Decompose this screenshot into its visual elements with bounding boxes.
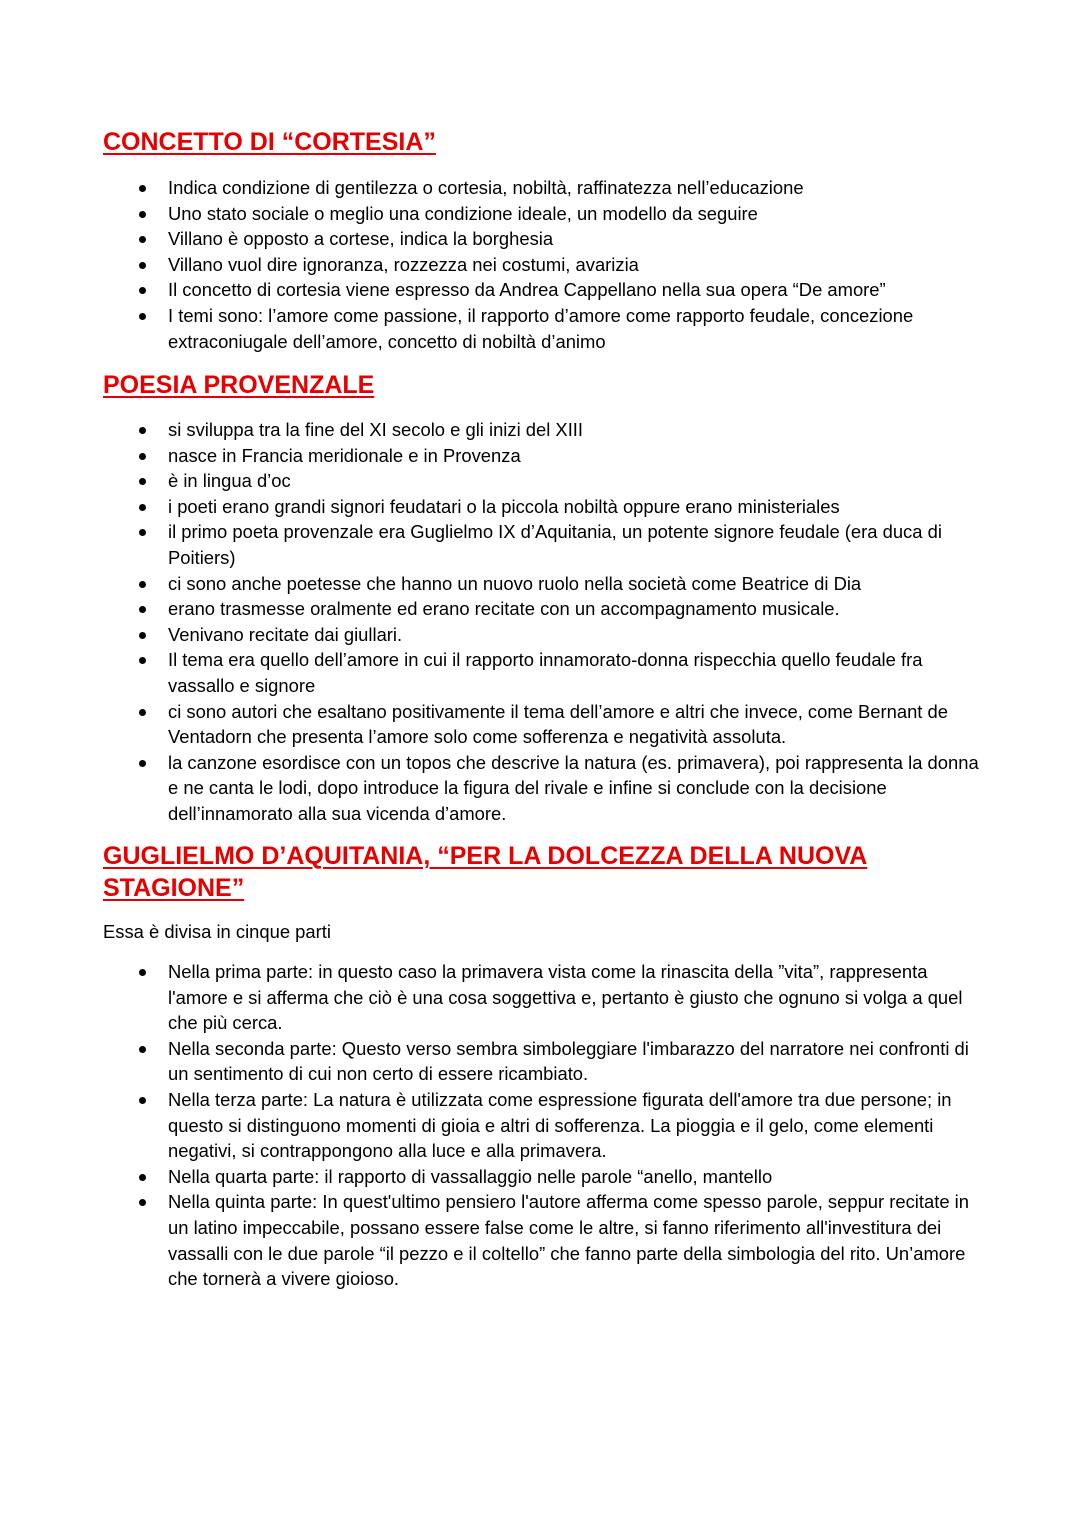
list-item: Il concetto di cortesia viene espresso da Andrea Cappellano nella sua opera “De amore” xyxy=(0,277,983,303)
list-item: ci sono autori che esaltano positivamente il tema dell’amore e altri che invece, come Bernant de Ventadorn che presenta l’amore solo come sofferenza e negatività assoluta. xyxy=(0,699,983,750)
list-item: i poeti erano grandi signori feudatari o la piccola nobiltà oppure erano ministeriales xyxy=(0,494,983,520)
list-item: Uno stato sociale o meglio una condizione ideale, un modello da seguire xyxy=(0,201,983,227)
list-item: I temi sono: l’amore come passione, il rapporto d’amore come rapporto feudale, concezione extraconiugale dell’amore, concetto di nobiltà d’animo xyxy=(0,303,983,354)
guglielmo-bullet-list xyxy=(0,959,1000,1292)
section-title-guglielmo: GUGLIELMO D’AQUITANIA, “PER LA DOLCEZZA DELLA NUOVA STAGIONE” xyxy=(103,842,868,902)
list-item: Villano vuol dire ignoranza, rozzezza nei costumi, avarizia xyxy=(0,252,983,278)
list-item: Nella seconda parte: Questo verso sembra simboleggiare l'imbarazzo del narratore nei confronti di un sentimento di cui non certo di essere ricambiato. xyxy=(0,1036,983,1087)
list-item: ci sono anche poetesse che hanno un nuovo ruolo nella società come Beatrice di Dia xyxy=(0,571,983,597)
list-item: Il tema era quello dell’amore in cui il rapporto innamorato-donna rispecchia quello feudale fra vassallo e signore xyxy=(0,647,983,698)
section-title-poesia-provenzale: POESIA PROVENZALE xyxy=(103,371,375,399)
list-item: Nella terza parte: La natura è utilizzata come espressione figurata dell'amore tra due persone; in questo si distinguono momenti di gioia e altri di sofferenza. La pioggia e il gelo, come elementi negativi, si contrappongono alla luce e alla primavera. xyxy=(0,1087,983,1164)
poesia-provenzale-bullet-list xyxy=(0,417,1000,827)
list-item: Nella quinta parte: In quest'ultimo pensiero l'autore afferma come spesso parole, seppur recitate in un latino impeccabile, possano essere false come le altre, si fanno riferimento all'investitura dei vassalli con le due parole “il pezzo e il coltello” che fanno parte della simbologia del rito. Un’amore che tornerà a vivere gioioso. xyxy=(0,1189,983,1291)
list-item: erano trasmesse oralmente ed erano recitate con un accompagnamento musicale. xyxy=(0,596,983,622)
list-item: Indica condizione di gentilezza o cortesia, nobiltà, raffinatezza nell’educazione xyxy=(0,175,983,201)
list-item: la canzone esordisce con un topos che descrive la natura (es. primavera), poi rappresenta la donna e ne canta le lodi, dopo introduce la figura del rivale e infine si conclude con la decisione dell’innamorato alla sua vicenda d’amore. xyxy=(0,750,983,827)
list-item: è in lingua d’oc xyxy=(0,468,983,494)
list-item: Nella prima parte: in questo caso la primavera vista come la rinascita della ”vita”, rappresenta l'amore e si afferma che ciò è una cosa soggettiva e, pertanto è giusto che ognuno si volga a quel che più cerca. xyxy=(0,959,983,1036)
list-item: nasce in Francia meridionale e in Provenza xyxy=(0,443,983,469)
cortesia-bullet-list xyxy=(0,175,1000,354)
section-title-cortesia: CONCETTO DI “CORTESIA” xyxy=(103,128,436,156)
list-item: Venivano recitate dai giullari. xyxy=(0,622,983,648)
list-item: il primo poeta provenzale era Guglielmo IX d’Aquitania, un potente signore feudale (era duca di Poitiers) xyxy=(0,519,983,570)
section-intro: Essa è divisa in cinque parti xyxy=(103,921,331,942)
list-item: Villano è opposto a cortese, indica la borghesia xyxy=(0,226,983,252)
list-item: si sviluppa tra la fine del XI secolo e gli inizi del XIII xyxy=(0,417,983,443)
list-item: Nella quarta parte: il rapporto di vassallaggio nelle parole “anello, mantello xyxy=(0,1164,983,1190)
